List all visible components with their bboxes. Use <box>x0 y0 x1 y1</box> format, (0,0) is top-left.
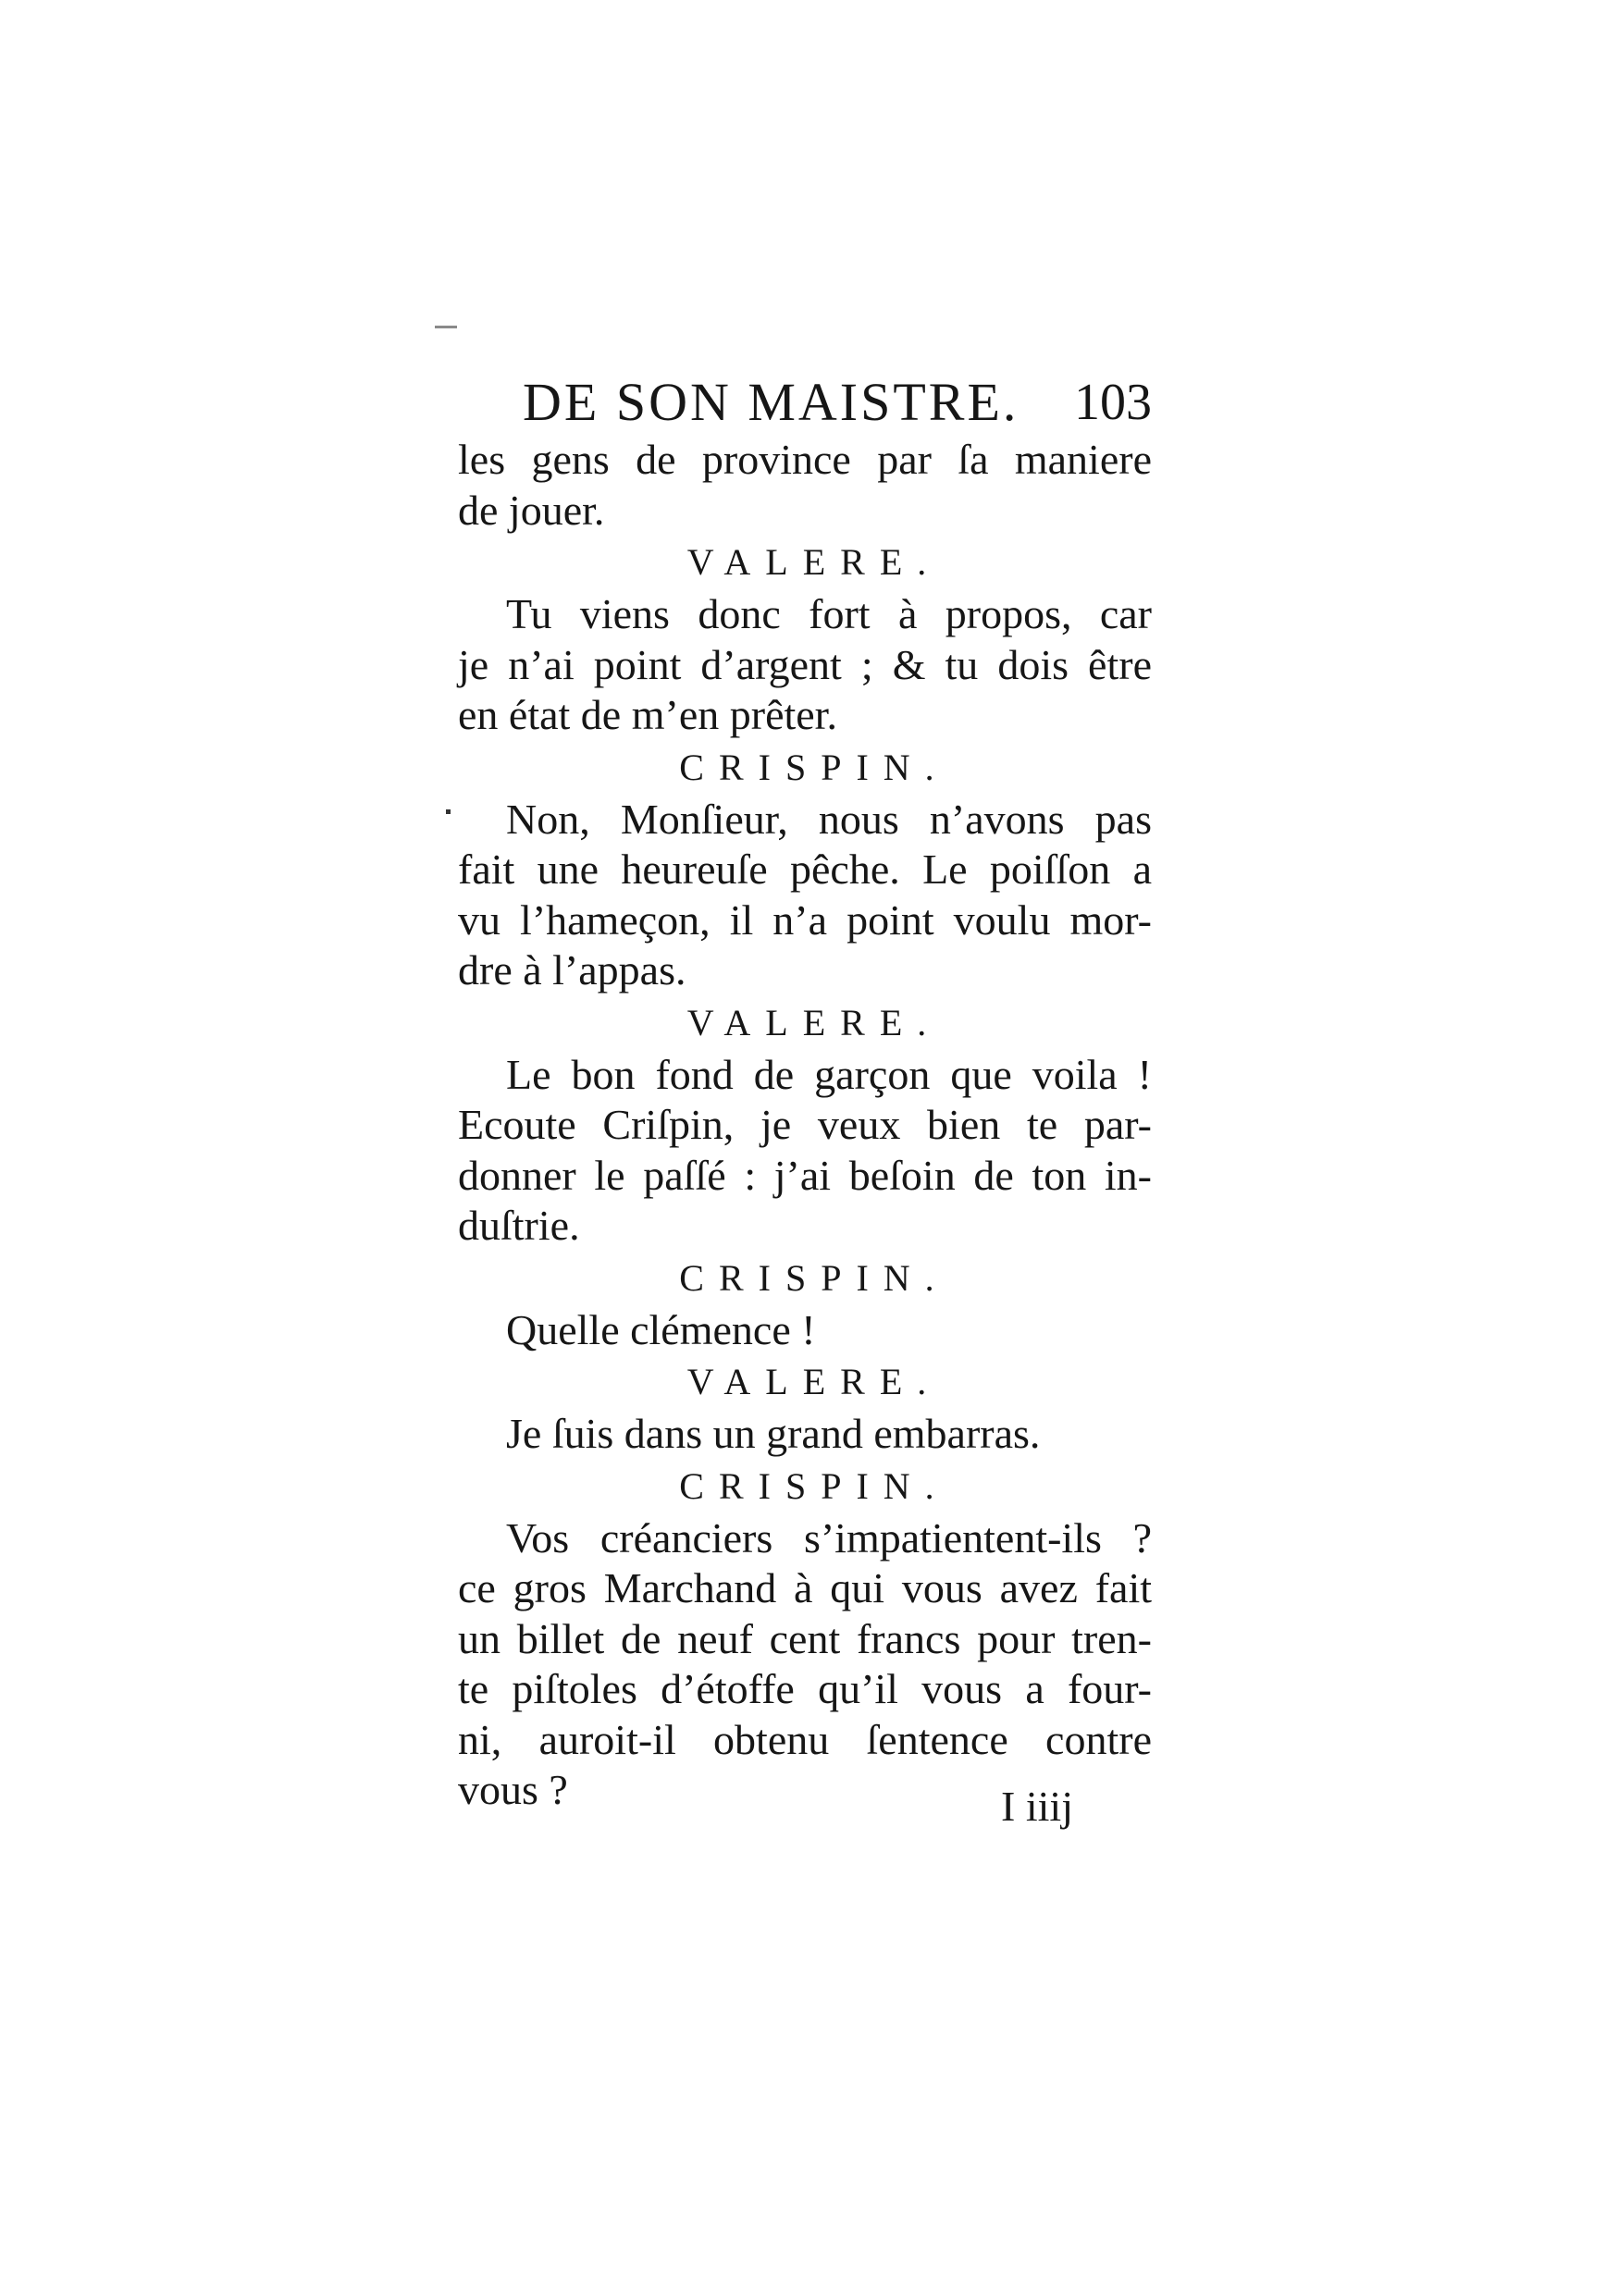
text-line: fait une heureuſe pêche. Le poiſſon a <box>458 846 1152 893</box>
page-header <box>523 365 1152 439</box>
speaker-name: VALERE. <box>686 1361 942 1402</box>
text-line: je n’ai point d’argent ; & tu dois être <box>458 640 1152 688</box>
text-line: de jouer. <box>458 486 605 534</box>
text-line: en état de m’en prêter. <box>458 691 837 738</box>
text-line: Vos créanciers s’impatientent-ils ? <box>506 1513 1152 1562</box>
speaker-name: CRISPIN. <box>679 1256 949 1299</box>
text-line: vu l’hameçon, il n’a point voulu mor- <box>458 895 1152 944</box>
speaker-name: CRISPIN. <box>679 1464 949 1507</box>
text-line: Tu viens donc fort à propos, car <box>506 590 1152 637</box>
text-line: un billet de neuf cent francs pour tren- <box>458 1614 1152 1662</box>
text-line: Non, Monſieur, nous n’avons pas <box>506 795 1152 843</box>
ink-speck <box>446 809 451 814</box>
page-number: 103 <box>1074 374 1152 431</box>
text-line: Je ſuis dans un grand embarras. <box>506 1410 1041 1457</box>
text-line: Quelle clémence ! <box>506 1305 816 1353</box>
text-line: Le bon fond de garçon que voila ! <box>506 1050 1152 1098</box>
running-title: DE SON MAISTRE. <box>523 372 1020 432</box>
signature-mark: I iiij <box>1001 1783 1073 1830</box>
text-line: vous ? <box>458 1766 568 1813</box>
speaker-name: VALERE. <box>686 1001 942 1043</box>
speaker-name: VALERE. <box>686 541 942 583</box>
text-line: ni, auroit-il obtenu ſentence contre <box>458 1715 1152 1763</box>
text-line: dre à l’appas. <box>458 946 686 994</box>
ink-speck <box>435 326 457 328</box>
text-line: duſtrie. <box>458 1202 580 1249</box>
speaker-name: CRISPIN. <box>679 746 949 788</box>
text-line: te piſtoles d’étoffe qu’il vous a four- <box>458 1665 1152 1712</box>
text-line: Ecoute Criſpin, je veux bien te par- <box>458 1101 1152 1148</box>
text-line: les gens de province par ſa maniere <box>458 436 1152 483</box>
text-line: ce gros Marchand à qui vous avez fait <box>458 1564 1152 1611</box>
page-text <box>458 435 1152 1816</box>
text-line: donner le paſſé : j’ai beſoin de ton in- <box>458 1151 1152 1199</box>
